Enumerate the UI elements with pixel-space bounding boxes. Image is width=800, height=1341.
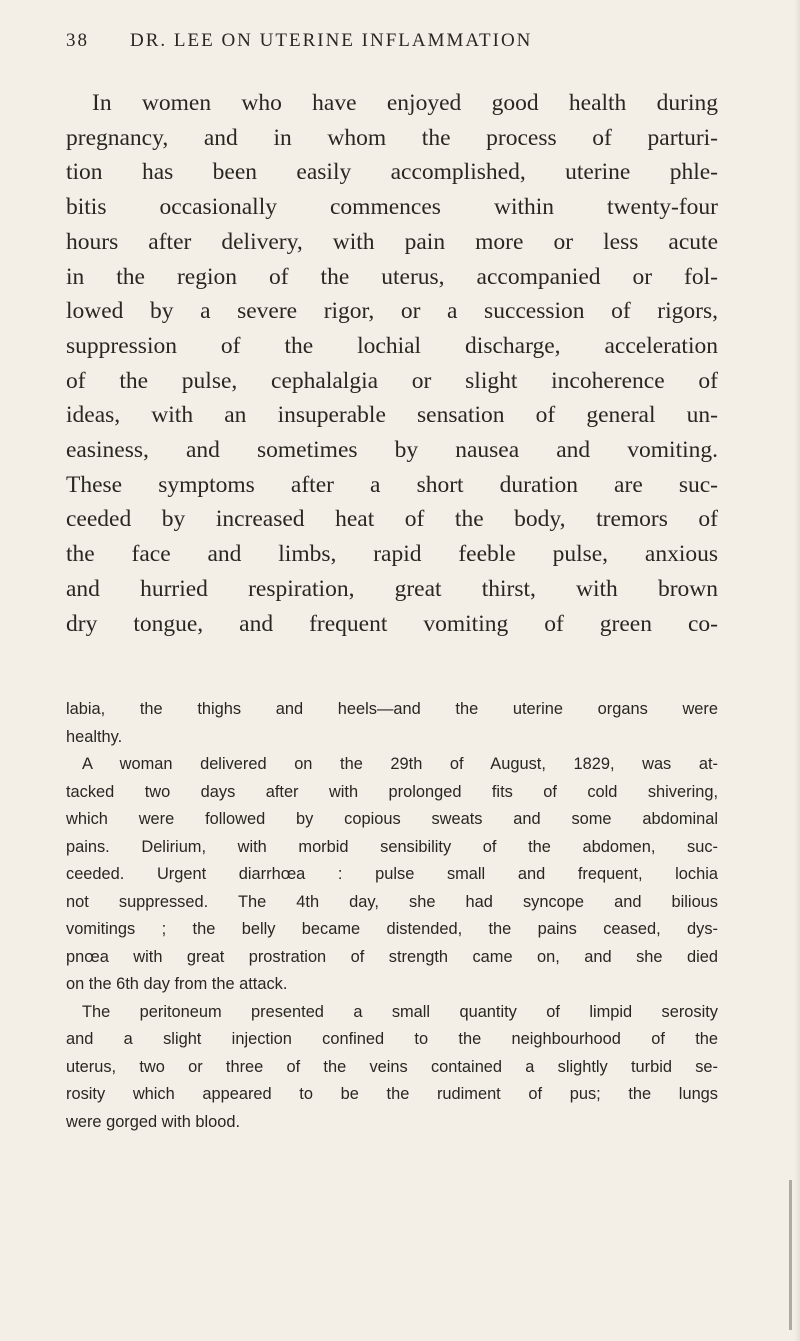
main-paragraph	[66, 86, 718, 641]
main-line: hours after delivery, with pain more or less acute	[66, 228, 718, 255]
note-line: tacked two days after with prolonged fits of cold shivering,	[66, 782, 718, 801]
main-line: easiness, and sometimes by nausea and vomiting.	[66, 437, 718, 464]
note-line: pnœa with great prostration of strength came on, and she died	[66, 947, 718, 966]
main-line: In women who have enjoyed good health during	[92, 90, 718, 116]
note-line: A woman delivered on the 29th of August, 1829, was at-	[82, 755, 718, 773]
note-line: and a slight injection confined to the neighbourhood of the	[66, 1030, 718, 1048]
main-line: dry tongue, and frequent vomiting of green co-	[66, 610, 718, 637]
main-line: tion has been easily accomplished, uterine phle-	[66, 159, 718, 186]
page-number: 38	[66, 30, 89, 51]
note-line: pains. Delirium, with morbid sensibility of the abdomen, suc-	[66, 837, 718, 856]
note-line: The peritoneum presented a small quantity of limpid serosity	[82, 1002, 718, 1021]
main-line: bitis occasionally commences within twenty-four	[66, 194, 718, 221]
main-line: of the pulse, cephalalgia or slight incoherence of	[66, 367, 718, 394]
note-line: on the 6th day from the attack.	[66, 975, 288, 993]
main-line: ideas, with an insuperable sensation of general un-	[66, 402, 718, 429]
note-line: were gorged with blood.	[66, 1112, 241, 1131]
main-line: in the region of the uterus, accompanied or fol-	[66, 263, 718, 290]
page-edge-shadow	[794, 0, 800, 1341]
main-line: lowed by a severe rigor, or a succession of rigors,	[66, 298, 718, 325]
main-line: and hurried respiration, great thirst, with brown	[66, 575, 718, 602]
note-line: which were followed by copious sweats and some abdominal	[66, 810, 718, 828]
note-line: rosity which appeared to be the rudiment of pus; the lungs	[66, 1085, 718, 1103]
running-title: DR. LEE ON UTERINE INFLAMMATION	[130, 30, 533, 51]
page-edge-mark	[789, 1180, 792, 1330]
note-line: healthy.	[66, 727, 123, 746]
note-line: uterus, two or three of the veins contained a slightly turbid se-	[66, 1057, 718, 1076]
note-line: vomitings ; the belly became distended, the pains ceased, dys-	[66, 920, 718, 938]
note-line: not suppressed. The 4th day, she had syncope and bilious	[66, 892, 718, 911]
note-line: labia, the thighs and heels—and the uterine organs were	[66, 700, 718, 718]
running-header	[66, 30, 706, 60]
main-line: the face and limbs, rapid feeble pulse, anxious	[66, 541, 718, 568]
main-line: These symptoms after a short duration are suc-	[66, 471, 718, 498]
footnote-block	[66, 696, 718, 1136]
main-line: suppression of the lochial discharge, acceleration	[66, 332, 718, 359]
main-line: ceeded by increased heat of the body, tremors of	[66, 506, 718, 533]
note-line: ceeded. Urgent diarrhœa : pulse small and frequent, lochia	[66, 865, 718, 883]
main-line: pregnancy, and in whom the process of parturi-	[66, 124, 718, 151]
